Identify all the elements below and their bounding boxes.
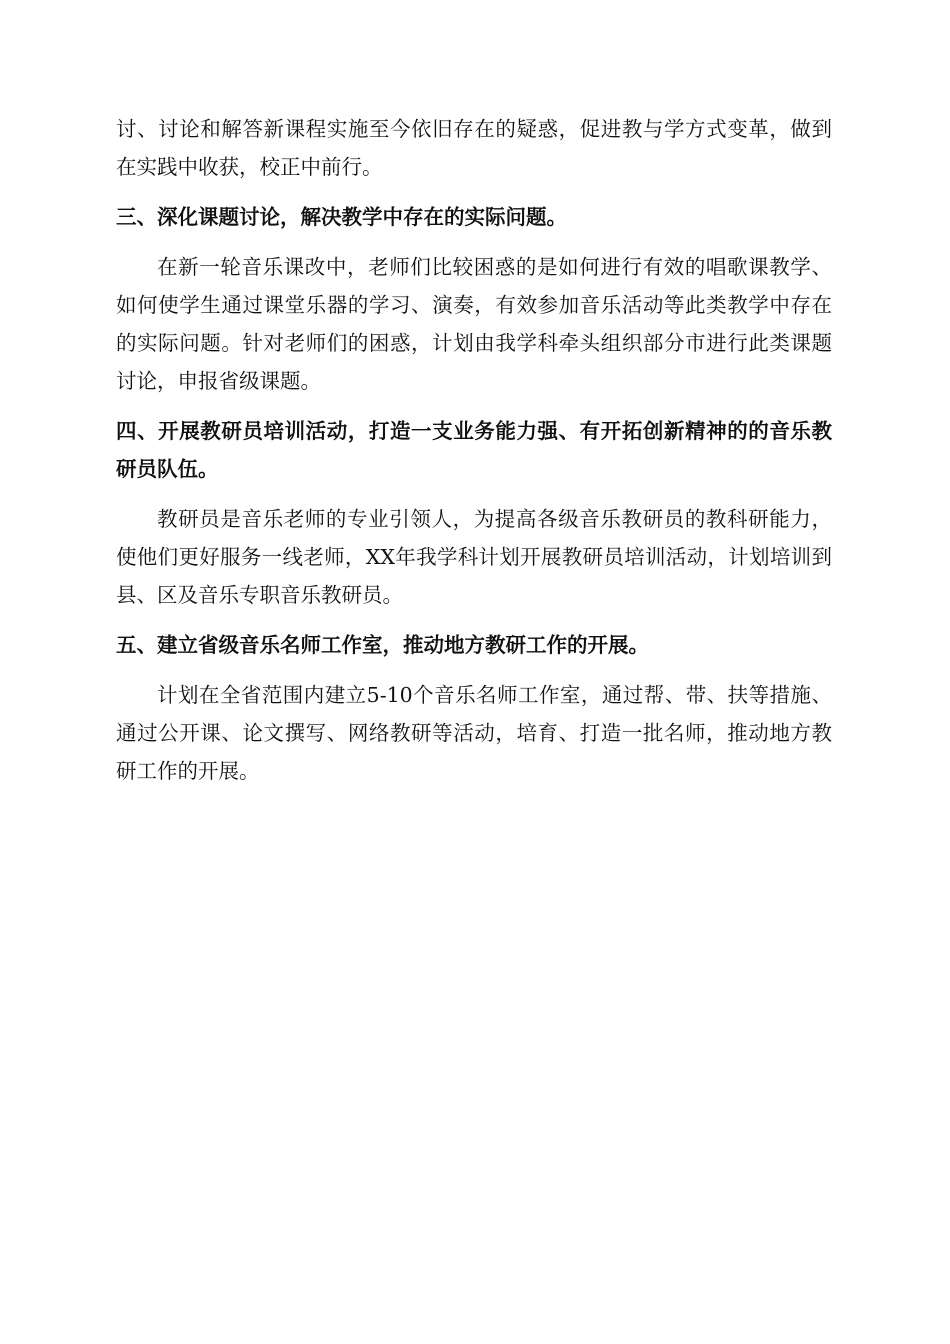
paragraph-section-3: 在新一轮音乐课改中，老师们比较困惑的是如何进行有效的唱歌课教学、如何使学生通过课堂乐器的学习、演奏，有效参加音乐活动等此类教学中存在的实际问题。针对老师们的困惑，计划由我学科牵头组织部分市进行此类课题讨论，申报省级课题。 (116, 255, 832, 393)
section-heading-5: 五、建立省级音乐名师工作室，推动地方教研工作的开展。 (116, 633, 649, 657)
document-body (116, 110, 832, 790)
section-heading-3: 三、深化课题讨论，解决教学中存在的实际问题。 (116, 205, 567, 229)
paragraph-section-5: 计划在全省范围内建立5-10个音乐名师工作室，通过帮、带、扶等措施、通过公开课、论文撰写、网络教研等活动，培育、打造一批名师，推动地方教研工作的开展。 (116, 683, 832, 783)
paragraph-section-4: 教研员是音乐老师的专业引领人，为提高各级音乐教研员的教科研能力，使他们更好服务一线老师，XX年我学科计划开展教研员培训活动，计划培训到县、区及音乐专职音乐教研员。 (116, 507, 832, 607)
section-heading-4: 四、开展教研员培训活动，打造一支业务能力强、有开拓创新精神的的音乐教研员队伍。 (116, 419, 832, 481)
paragraph-continuation: 讨、讨论和解答新课程实施至今依旧存在的疑惑，促进教与学方式变革，做到在实践中收获，校正中前行。 (116, 117, 832, 179)
